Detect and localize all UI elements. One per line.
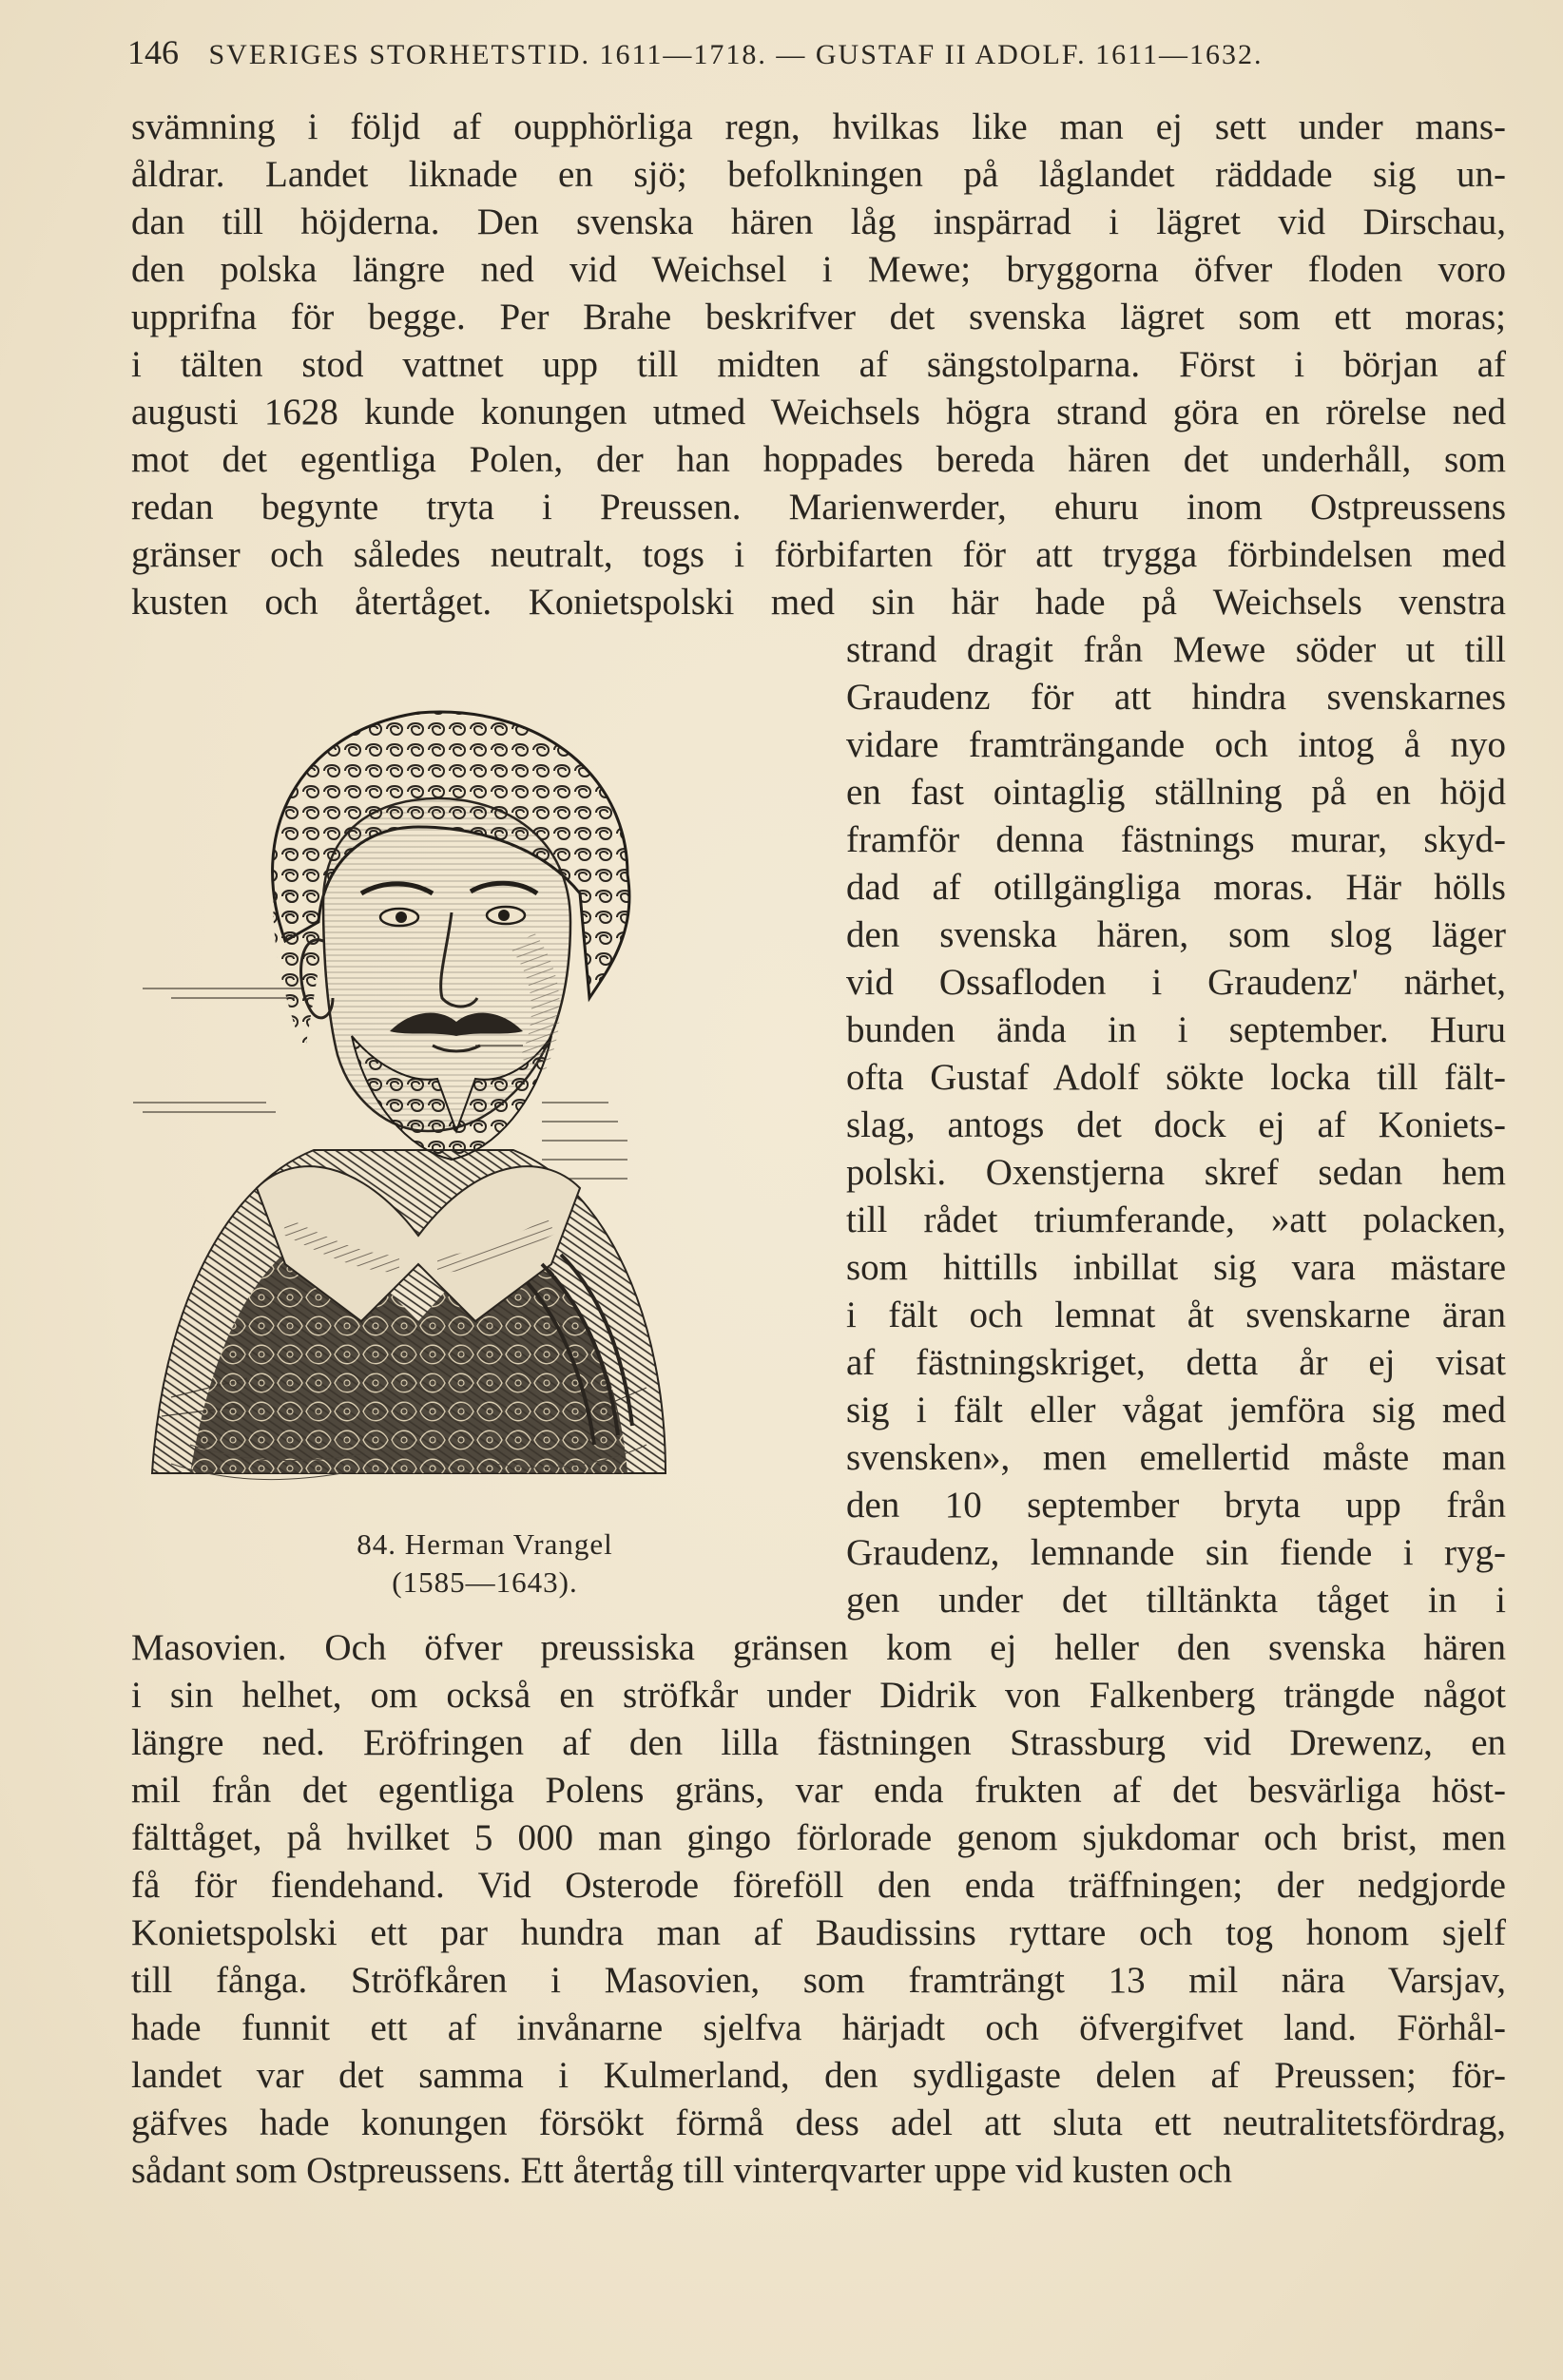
running-title: SVERIGES STORHETSTID. 1611—1718. — GUSTAF II ADOLF. 1611—1632. xyxy=(208,39,1264,70)
text-line: Graudenz för att hindra svenskarnes xyxy=(846,677,1506,718)
text-line: dad af otillgängliga moras. Här hölls xyxy=(846,867,1506,908)
text-line: en fast ointaglig ställning på en höjd xyxy=(846,772,1506,813)
text-line: af fästningskriget, detta år ej visat xyxy=(846,1342,1506,1383)
portrait-illustration xyxy=(133,656,818,1511)
text-line: Konietspolski ett par hundra man af Baudissins ryttare och tog honom sjelf xyxy=(131,1912,1506,1953)
text-line: kusten och återtåget. Konietspolski med sin här hade på Weichsels venstra xyxy=(131,582,1506,623)
figure-caption-dates: (1585—1643). xyxy=(392,1565,578,1599)
text-line: längre ned. Eröfringen af den lilla fästningen Strassburg vid Drewenz, en xyxy=(131,1722,1506,1763)
text-line: i sin helhet, om också en ströfkår under Didrik von Falkenberg trängde något xyxy=(131,1675,1506,1716)
text-line: framför denna fästnings murar, skyd- xyxy=(846,819,1506,860)
text-line: mil från det egentliga Polens gräns, var enda frukten af det besvärliga höst- xyxy=(131,1770,1506,1811)
text-line: hade funnit ett af invånarne sjelfva härjadt och öfvergifvet land. Förhål- xyxy=(131,2007,1506,2048)
text-line: bunden ända in i september. Huru xyxy=(846,1009,1506,1050)
text-line: fälttåget, på hvilket 5 000 man gingo förlorade genom sjukdomar och brist, men xyxy=(131,1817,1506,1858)
text-line: ofta Gustaf Adolf sökte locka till fält- xyxy=(846,1057,1506,1098)
text-line: mot det egentliga Polen, der han hoppades bereda hären det underhåll, som xyxy=(131,439,1506,480)
text-line: upprifna för begge. Per Brahe beskrifver det svenska lägret som ett moras; xyxy=(131,297,1506,337)
text-line: redan begynte tryta i Preussen. Marienwerder, ehuru inom Ostpreussens xyxy=(131,487,1506,528)
text-line: Masovien. Och öfver preussiska gränsen kom ej heller den svenska hären xyxy=(131,1627,1506,1668)
text-line: som hittills inbillat sig vara mästare xyxy=(846,1247,1506,1288)
text-line: gen under det tilltänkta tåget in i xyxy=(846,1580,1506,1621)
text-line: få för fiendehand. Vid Osterode föreföll den enda träffningen; der nedgjorde xyxy=(131,1865,1506,1906)
text-line: i tälten stod vattnet upp till midten af sängstolparna. Först i början af xyxy=(131,344,1506,385)
text-line: gäfves hade konungen försökt förmå dess adel att sluta ett neutralitetsfördrag, xyxy=(131,2102,1506,2143)
text-line: till fånga. Ströfkåren i Masovien, som framträngt 13 mil nära Varsjav, xyxy=(131,1960,1506,2001)
running-header xyxy=(127,32,1496,80)
text-line: sig i fält eller vågat jemföra sig med xyxy=(846,1390,1506,1430)
text-line: åldrar. Landet liknade en sjö; befolkningen på låglandet räddade sig un- xyxy=(131,154,1506,195)
text-line: i fält och lemnat åt svenskarne äran xyxy=(846,1295,1506,1335)
text-line: slag, antogs det dock ej af Koniets- xyxy=(846,1104,1506,1145)
text-line: dan till höjderna. Den svenska hären låg inspärrad i lägret vid Dirschau, xyxy=(131,202,1506,242)
text-line: polski. Oxenstjerna skref sedan hem xyxy=(846,1152,1506,1193)
figure-caption-name: 84. Herman Vrangel xyxy=(357,1527,613,1561)
text-line: den 10 september bryta upp från xyxy=(846,1485,1506,1526)
text-line: vidare framträngande och intog å nyo xyxy=(846,724,1506,765)
text-line: svensken», men emellertid måste man xyxy=(846,1437,1506,1478)
text-line: gränser och således neutralt, togs i förbifarten för att trygga förbindelsen med xyxy=(131,534,1506,575)
text-line: den svenska hären, som slog läger xyxy=(846,914,1506,955)
text-line: augusti 1628 kunde konungen utmed Weichsels högra strand göra en rörelse ned xyxy=(131,392,1506,432)
text-line: strand dragit från Mewe söder ut till xyxy=(846,629,1506,670)
text-line: Graudenz, lemnande sin fiende i ryg- xyxy=(846,1532,1506,1573)
text-line: svämning i följd af oupphörliga regn, hvilkas like man ej sett under mans- xyxy=(131,106,1506,147)
text-line: den polska längre ned vid Weichsel i Mewe; bryggorna öfver floden voro xyxy=(131,249,1506,290)
text-line: till rådet triumferande, »att polacken, xyxy=(846,1200,1506,1240)
text-line: vid Ossafloden i Graudenz' närhet, xyxy=(846,962,1506,1003)
text-line: sådant som Ostpreussens. Ett återtåg till vinterqvarter uppe vid kusten och xyxy=(131,2150,1232,2191)
text-line: landet var det samma i Kulmerland, den sydligaste delen af Preussen; för- xyxy=(131,2055,1506,2096)
page-number: 146 xyxy=(127,33,179,71)
